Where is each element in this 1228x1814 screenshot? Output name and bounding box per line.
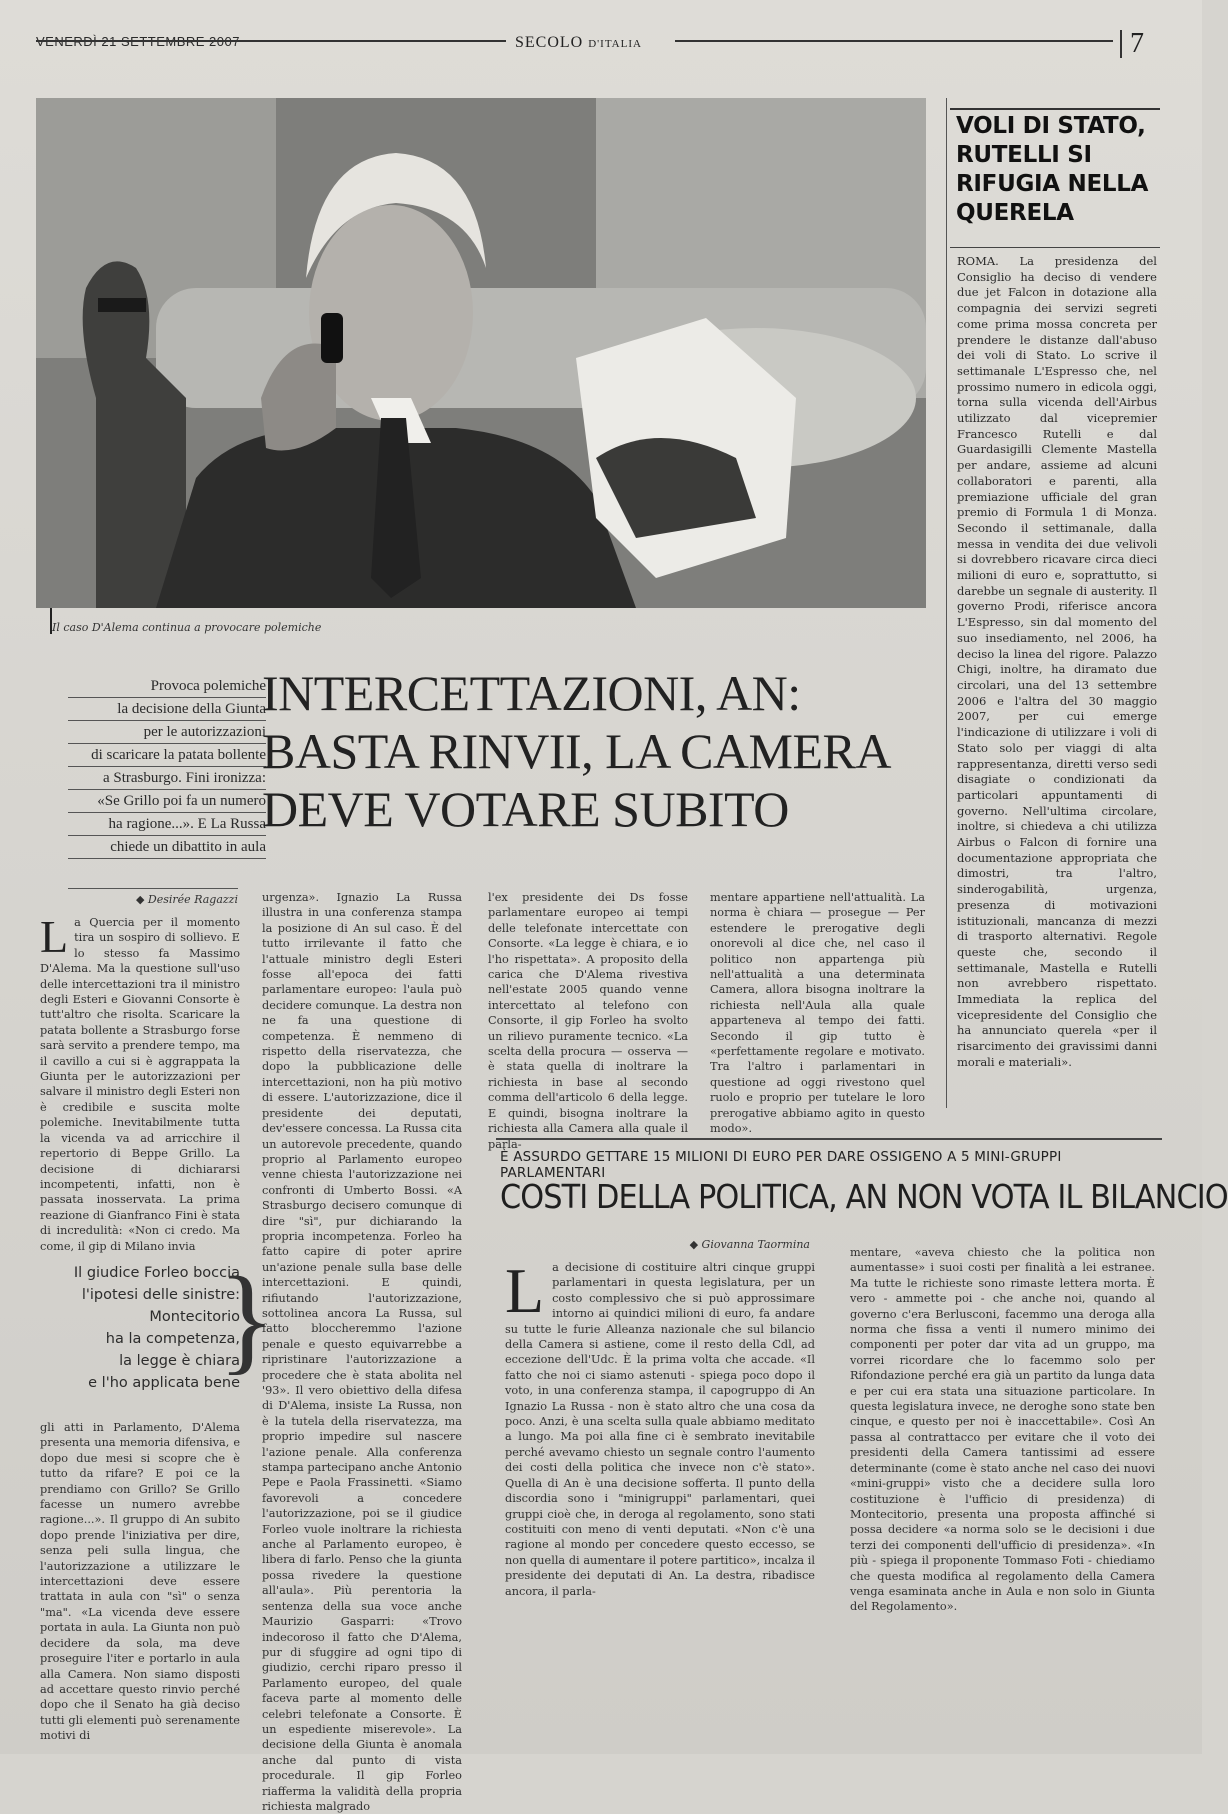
page-number: 7 xyxy=(1120,30,1144,58)
deck-line: ha ragione...». E La Russa xyxy=(68,813,266,836)
article-dropcap: L xyxy=(40,911,69,962)
deck-line: a Strasburgo. Fini ironizza: xyxy=(68,767,266,790)
pull-quote-line: ha la competenza, xyxy=(105,1331,240,1347)
sidebar-border xyxy=(946,98,947,1108)
article-headline: INTERCETTAZIONI, AN: BASTA RINVII, LA CAMERA DEVE VOTARE SUBITO xyxy=(262,665,889,837)
masthead-title: SECOLO xyxy=(515,34,584,51)
article-column-2: urgenza». Ignazio La Russa illustra in una conferenza stampa la posizione di An sul caso. È del tutto irrilevante il fatto che l'attuale ministro degli Esteri fosse all'epoca dei fatti parlamentare europeo: l'aula può decidere comunque. La destra non ne fa una questione di competenza. È nemmeno di rispetto della riservatezza, che dopo la pubblicazione delle intercettazioni, non ha più motivo di essere. L'autorizzazione, dice il presidente dei deputati, dev'essere concessa. La Russa cita un autorevole precedente, quando proprio al Parlamento europeo venne chiesta l'autorizzazione nei confronti di Umberto Bossi. «A Strasburgo decisero comunque di dire "sì", pur dichiarando la propria incompetenza. Forleo ha fatto capire di poter aprire un'azione penale sulla base delle intercettazioni. E quindi, rifiutando l'autorizzazione, sottolinea ancora La Russa, sul fatto bloccheremmo l'azione penale e questo equivarrebbe a ripristinare l'autorizzazione a procedere che è stata abolita nel '93». Il vero obiettivo della difesa di D'Alema, insiste La Russa, non è la tutela della riservatezza, ma proprio impedire sul nascere l'azione penale. Alla conferenza stampa partecipano anche Antonio Pepe e Paola Frassinetti. «Siamo favorevoli a concedere l'autorizzazione, poi se il giudice Forleo vuole inoltrare la richiesta anche al Parlamento europeo, è libera di farlo. Penso che la giunta possa rivedere la questione all'aula». Più perentoria la sentenza della sua voce anche Maurizio Gasparri: «Trovo indecoroso il fatto che D'Alema, pur di sfuggire ad ogni tipo di giudizio, cerchi riparo presso il Parlamento europeo, del quale faceva parte al momento delle celebri telefonate a Consorte. È un espediente miserevole». La decisione della Giunta è anomala anche dal punto di vista procedurale. Il gip Forleo riafferma la validità della propria richiesta malgrado xyxy=(262,891,462,1813)
sidebar-headline: VOLI DI STATO, RUTELLI SI RIFUGIA NELLA QUERELA xyxy=(956,113,1149,226)
pull-quote-line: la legge è chiara xyxy=(119,1353,240,1369)
article-column-4: mentare appartiene nell'attualità. La norma è chiara — prosegue — Per estendere le prerogative degli onorevoli al dice che, nel caso il politico non appartenga più nell'attualità a una determinata Camera, allora bisogna inoltrare la richiesta nell'Aula alla quale apparteneva al tempo dei fatti. Secondo il gip tutto è «perfettamente regolare e motivato. Tra l'altro i parlamentari in questione ad oggi rivestono quel ruolo e proprio per tutelare le loro prerogative abbiamo agito in questo modo». xyxy=(710,891,925,1136)
photo-illustration xyxy=(36,98,926,608)
header-rule-left xyxy=(36,40,506,42)
sidebar-headline-rule xyxy=(950,247,1160,248)
deck-line: di scaricare la patata bollente xyxy=(68,744,266,767)
sidebar-body xyxy=(957,254,1157,1071)
pull-quote xyxy=(40,1262,240,1394)
deck-line: Provoca polemiche xyxy=(68,675,266,698)
sidebar-body-text: ROMA. La presidenza del Consiglio ha deciso di vendere due jet Falcon in dotazione alla compagnia dei servizi segreti come prima mossa concreta per prendere le distanze dall'abuso dei voli di Stato. Lo scrive il settimanale L'Espresso che, nel prossimo numero in edicola oggi, torna sulla vicenda dell'Airbus utilizzato dal vicepremier Francesco Rutelli e dal Guardasigilli Clemente Mastella per andare, assieme ad alcuni collaboratori e parenti, alla premiazione ufficiale del gran premio di Formula 1 di Monza. Secondo il settimanale, dalla messa in vendita dei due velivoli si dovrebbero ricavare circa dieci milioni di euro e, soprattutto, si darebbe un segnale di austerity. Il governo Prodi, riferisce ancora L'Espresso, sin dal momento del suo insediamento, nel 2006, ha deciso la linea del rigore. Palazzo Chigi, inoltre, ha diramato due circolari, una del 13 settembre 2006 e l'altra del 30 maggio 2007, per cui emerge l'indicazione di utilizzare i voli di Stato solo per viaggi di alta rappresentanza, diretti verso sedi disagiate o condizionati da particolari appuntamenti di governo. Nell'ultima circolare, inoltre, si chiedeva a chi utilizza Airbus o Falcon di fornire una documentazione appropriata che dimostri, tra l'altro, sinderogabilità, urgenza, presenza di motivazioni istituzionali, mancanza di mezzi di trasporto alternativi. Regole queste che, secondo il settimanale, Mastella e Rutelli non avrebbero rispettato. Immediata la replica del vicepresidente del Consiglio che ha annunciato querela «per il risarcimento dei gravissimi danni morali e materiali». xyxy=(957,254,1157,1069)
header-rule-right xyxy=(675,40,1113,42)
pull-quote-line: Il giudice Forleo boccia xyxy=(73,1265,240,1281)
column-text: a Quercia per il momento tira un sospiro di sollievo. E lo stesso fa Massimo D'Alema. Ma la questione sull'uso delle intercettazioni tra il ministro degli Esteri e Giovanni Consorte è tutt'altro che risolta. Scaricare la patata bollente a Strasburgo forse sarà servito a prendere tempo, ma il cavillo a cui si è aggrappata la Giunta per le autorizzazioni per salvare il ministro degli Esteri non è credibile e suscita molte polemiche. Inevitabilmente tutta la vicenda va ad arricchire il repertorio di Beppe Grillo. La decisione di dichiararsi incompetenti, infatti, non è passata inosservata. La prima reazione di Gianfranco Fini è stata di incredulità: «Non ci credo. Ma come, il gip di Milano invia xyxy=(40,916,240,1253)
column-text: a decisione di costituire altri cinque gruppi parlamentari in questa legislatura, per un costo complessivo che si può approssimare intorno ai quindici milioni di euro, fa andare su tutte le furie Alleanza nazionale che sul bilancio della Camera si astiene, come il resto della Cdl, ad eccezione dell'Udc. È la prima volta che accade. «Il fatto che noi ci siamo astenuti - spiega poco dopo il voto, in una conferenza stampa, il capogruppo di An Ignazio La Russa - non è stato altro che una cosa da poco. Anzi, è una scelta sulla quale abbiamo meditato a lungo. Ma poi alla fine ci è sembrato inevitabile perché avevamo chiesto un segnale contro l'aumento dei costi della politica che invece non c'è stato». Quella di An è una decisione sofferta. Il punto della discordia sono i "minigruppi" parlamentari, quei gruppi cioè che, in deroga al regolamento, sono stati costituiti con meno di venti deputati. «Non c'è una ragione al mondo per concedere questo eccesso, se non quella di aumentare il potere partitico», incalza il presidente dei deputati di An. La destra, ribadisce ancora, il parla- xyxy=(505,1261,815,1598)
box-headline: COSTI DELLA POLITICA, AN NON VOTA IL BILANCIO xyxy=(500,1177,1228,1216)
article-deck xyxy=(68,675,266,859)
masthead xyxy=(515,34,642,52)
article-column-1b: gli atti in Parlamento, D'Alema presenta una memoria difensiva, e dopo due mesi si scopre che è tutto da rifare? E poi ce la prendiamo con Grillo? Se Grillo facesse un numero avrebbe ragione...». Il gruppo di An subito dopo prende l'iniziativa per dire, senza peli sulla lingua, che l'autorizzazione a utilizzare le intercettazioni deve essere trattata in aula con "sì" o senza "ma". «La vicenda deve essere portata in aula. La Giunta non può decidere da sola, ma deve proseguire l'iter e portarlo in aula alla Camera. Non siamo disposti ad accettare questo rinvio perché dopo che il Senato ha già deciso tutti gli elementi può serenamente motivi di xyxy=(40,1421,240,1743)
deck-line: per le autorizzazioni xyxy=(68,721,266,744)
deck-line: la decisione della Giunta xyxy=(68,698,266,721)
masthead-suffix: D'ITALIA xyxy=(588,38,642,50)
pull-quote-brace: } xyxy=(218,1252,276,1385)
photo-caption: Il caso D'Alema continua a provocare polemiche xyxy=(52,621,322,634)
pull-quote-line: e l'ho applicata bene xyxy=(88,1375,240,1391)
box-dropcap: L xyxy=(505,1255,545,1326)
box-column-1 xyxy=(505,1255,815,1740)
pull-quote-line: l'ipotesi delle sinistre: xyxy=(81,1287,240,1303)
main-photo xyxy=(36,98,926,608)
article-byline: ◆ Desirée Ragazzi xyxy=(68,888,238,906)
box-column-2: mentare, «aveva chiesto che la politica non aumentasse» i suoi costi per finalità a lei estranee. Ma tutte le richieste sono rimaste lettera morta. È vero - ammette poi - che anche noi, quando al governo c'era Berlusconi, facemmo una deroga alla norma che fissa a venti il numero minimo dei componenti per poter dar vita ad un gruppo, ma vorrei ricordare che lo facemmo solo per Rifondazione perché era già un partito da lunga data e per cui era stata una situazione particolare. In questa legislatura invece, ne deroghe sono state ben cinque, e questo per noi è inaccettabile». Così An passa al contrattacco per evitare che il voto dei presidenti della Camera tantissimi ad essere determinante (come è stato anche nel caso dei nuovi «mini-gruppi» visto che a decidere sulla loro costituzione è l'ufficio di presidenza) di Montecitorio, presenta una proposta affinché si possa decidere «a norma solo se le decisioni i due terzi dei componenti dell'ufficio di presidenza». «In più - spiega il proponente Tommaso Foti - chiediamo che questa modifica al regolamento della Camera venga esaminata anche in Aula e non solo in Giunta del Regolamento». xyxy=(850,1246,1155,1614)
article-column-1 xyxy=(40,911,240,1253)
deck-line: chiede un dibattito in aula xyxy=(68,836,266,859)
box-kicker: È ASSURDO GETTARE 15 MILIONI DI EURO PER DARE OSSIGENO A 5 MINI-GRUPPI PARLAMENTARI xyxy=(500,1149,1062,1181)
article-column-3: l'ex presidente dei Ds fosse parlamentare europeo ai tempi delle telefonate intercettate con Consorte. «La legge è chiara, e io l'ho rispettata». A proposito della carica che D'Alema rivestiva nell'estate 2005 quando venne intercettato al telefono con Consorte, il gip Forleo ha svolto un rilievo puramente tecnico. «La scelta della procura — osserva — è stata quella di inoltrare la richiesta in base al secondo comma dell'articolo 6 della legge. E quindi, bisogna inoltrare la richiesta alla Camera alla quale il parla- xyxy=(488,891,688,1151)
pull-quote-line: Montecitorio xyxy=(149,1309,240,1325)
sidebar-top-rule xyxy=(950,108,1160,110)
box-byline: ◆ Giovanna Taormina xyxy=(689,1238,810,1251)
deck-line: «Se Grillo poi fa un numero xyxy=(68,790,266,813)
